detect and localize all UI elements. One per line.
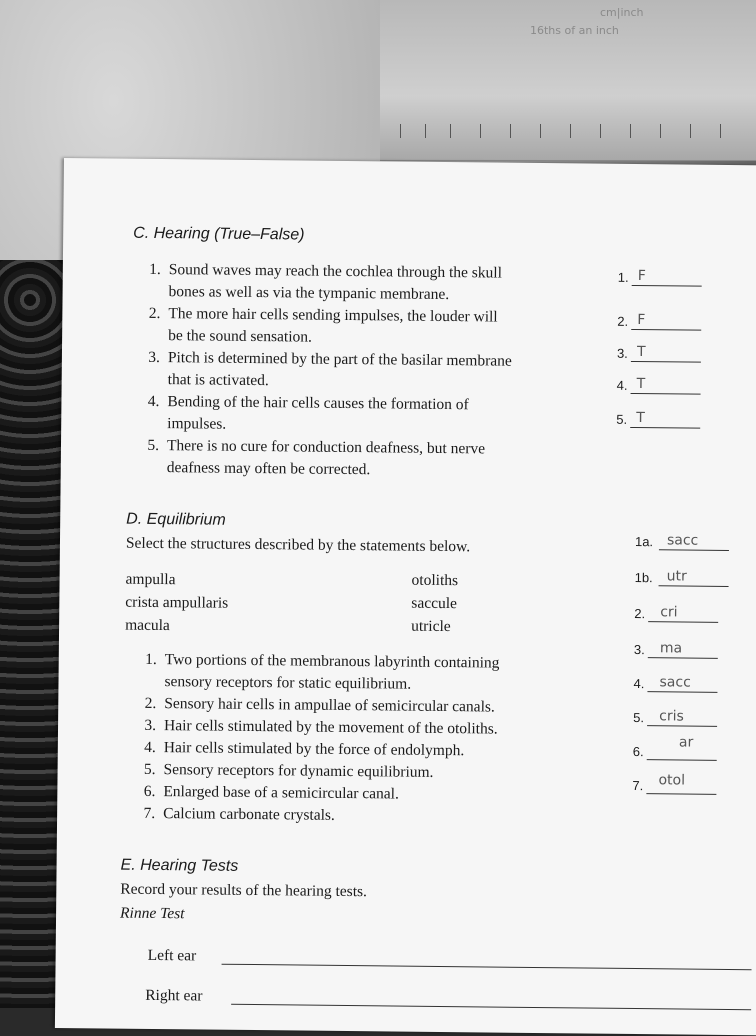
question-text: Hair cells stimulated by the movement of the otoliths. [163,717,498,738]
question-text: impulses. [167,415,227,433]
answer-handwriting: cris [659,708,684,725]
answer-handwriting: T [636,410,645,427]
question-number: 3. [144,716,157,734]
ruler-tick [600,124,601,138]
question-text: Pitch is determined by the part of the basilar membrane [167,349,512,370]
answer-line [648,657,718,659]
ruler-tick [480,124,481,138]
answer-handwriting: ma [659,640,683,657]
right-ear-label: Right ear [145,986,203,1005]
answer-label: 7. [632,777,644,794]
question-text: The more hair cells sending impulses, the louder will [168,305,498,326]
ruler-tick [450,124,451,138]
question-number: 2. [148,304,161,323]
question-text: There is no cure for conduction deafness, but nerve [166,437,486,458]
answer-handwriting: sacc [659,674,691,691]
answer-label: 3. [616,345,628,361]
ruler-tick [660,124,661,138]
left-ear-field[interactable] [222,964,752,971]
answer-handwriting: otol [658,772,686,789]
question-text: deafness may often be corrected. [166,459,371,479]
answer-handwriting: F [637,312,646,329]
question-text: Enlarged base of a semicircular canal. [163,783,399,803]
question-text: bones as well as via the tympanic membrane. [168,283,450,304]
question-number: 5. [147,436,160,455]
ruler-tick [720,124,721,138]
question-text: Bending of the hair cells causes the formation of [167,393,469,414]
answer-label: 4. [616,377,628,393]
term-saccule: saccule [411,594,458,613]
answer-line [631,393,701,395]
answer-label: 1b. [634,569,653,586]
answer-label: 1a. [634,534,654,550]
question-text: be the sound sensation. [168,327,313,346]
section-e-heading: E. Hearing Tests [120,856,239,875]
answer-c1[interactable] [617,268,646,285]
answer-line [659,585,729,587]
answer-d1a[interactable] [634,532,699,550]
answer-label: 5. [616,411,628,427]
ruler-tick [540,124,541,138]
answer-d2[interactable] [634,604,678,622]
question-number: 5. [143,760,156,778]
answer-c2[interactable] [617,312,646,329]
question-number: 4. [147,392,160,411]
answer-handwriting: T [636,376,646,393]
answer-line [632,285,702,287]
question-number: 2. [144,694,157,712]
question-text: Sensory hair cells in ampullae of semicircular canals. [164,695,495,716]
answer-d5[interactable] [633,708,684,726]
term-macula: macula [125,616,170,635]
answer-d4[interactable] [633,674,691,692]
question-text: Two portions of the membranous labyrinth containing [164,651,500,672]
answer-c4[interactable] [616,376,646,393]
answer-label: 2. [617,313,629,329]
question-text: Hair cells stimulated by the force of endolymph. [163,739,465,760]
answer-handwriting: F [637,268,646,285]
term-otoliths: otoliths [411,571,459,590]
ruler-tick [400,124,401,138]
answer-handwriting: utr [666,568,687,585]
question-text: Sensory receptors for dynamic equilibrium. [163,761,434,781]
ruler-tick [425,124,426,138]
question-number: 1. [149,260,161,279]
rinne-test-heading: Rinne Test [120,904,185,923]
left-ear-label: Left ear [147,946,197,965]
question-text: that is activated. [167,371,269,390]
question-number: 7. [143,804,156,822]
answer-c5[interactable] [616,410,645,427]
answer-line [646,793,716,795]
answer-label: 5. [633,709,645,726]
question-number: 4. [144,738,156,756]
ruler-text: cm|inch [600,6,644,19]
answer-label: 2. [634,605,646,622]
answer-d1b[interactable] [634,568,687,586]
answer-label: 4. [633,675,645,692]
answer-c3[interactable] [616,344,646,361]
right-ear-field[interactable] [231,1004,751,1010]
question-number: 6. [143,782,156,800]
answer-d6[interactable] [632,734,694,760]
section-c-heading: C. Hearing (True–False) [133,224,305,244]
answer-line [647,691,717,693]
term-crista-ampullaris: crista ampullaris [125,593,229,612]
ruler-tick [690,124,691,138]
answer-d7[interactable] [632,772,686,794]
answer-line [631,329,701,331]
answer-line [647,759,717,761]
term-ampulla: ampulla [125,570,176,589]
section-d-heading: D. Equilibrium [126,510,226,529]
question-number: 3. [148,348,161,367]
question-text: Calcium carbonate crystals. [163,805,335,824]
answer-label: 1. [617,269,629,285]
answer-label: 6. [632,743,644,760]
term-utricle: utricle [411,617,451,636]
question-text: Sound waves may reach the cochlea through the skull [168,261,503,282]
answer-handwriting: T [636,344,646,361]
ruler-tick [570,124,571,138]
ruler-text: 16ths of an inch [530,24,619,37]
answer-line [659,549,729,551]
answer-handwriting: sacc [666,532,699,549]
ruler-tick [510,124,511,138]
answer-handwriting: cri [660,604,678,621]
answer-line [631,361,701,363]
worksheet-page [55,158,756,1035]
question-text: sensory receptors for static equilibrium. [164,673,412,693]
answer-label: 3. [633,641,645,658]
answer-handwriting: ar [678,734,694,751]
answer-line [630,427,700,429]
question-number: 1. [145,650,157,668]
answer-d3[interactable] [633,640,683,658]
ruler-tick [630,124,631,138]
section-d-instruction: Select the structures described by the statements below. [125,534,471,556]
ruler [380,0,756,161]
section-e-instruction: Record your results of the hearing tests. [120,880,368,901]
answer-line [647,725,717,727]
answer-line [648,621,718,623]
